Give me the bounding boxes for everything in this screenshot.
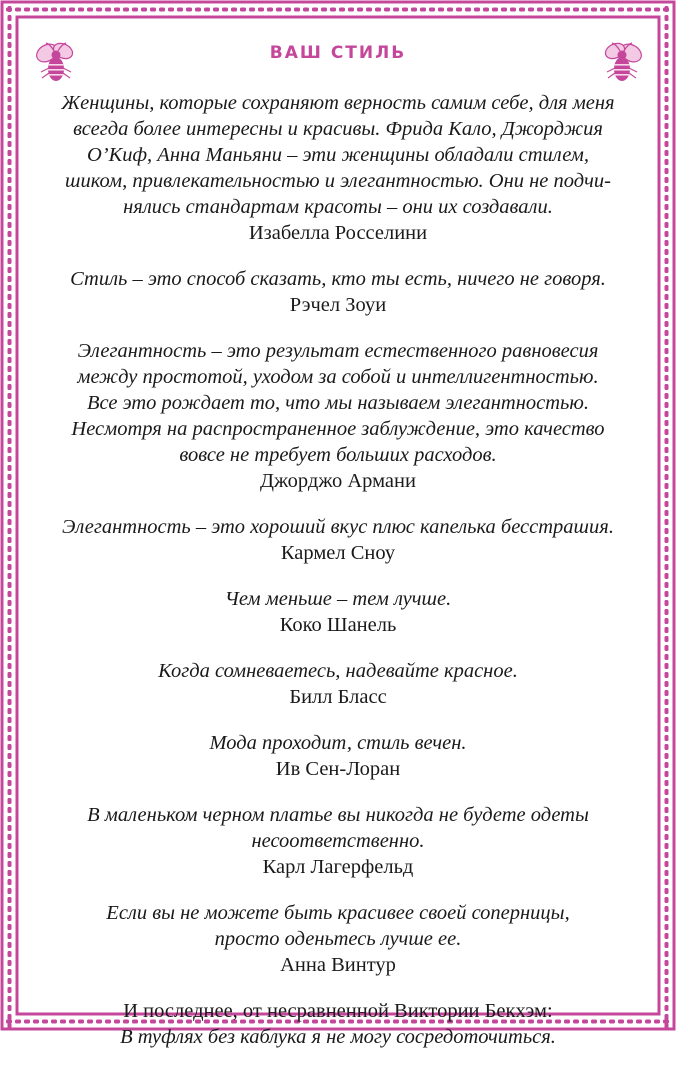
- quote-block: [40, 730, 636, 782]
- quote-text-line: Элегантность – это хороший вкус плюс капелька бесстрашия.: [62, 516, 614, 538]
- quote-block: [40, 586, 636, 638]
- quote-intro-line: И последнее, от несравненной Виктории Бекхэм:: [123, 1000, 553, 1022]
- quote-block: [40, 266, 636, 318]
- quote-block: [40, 900, 636, 978]
- quote-author-line: Коко Шанель: [279, 614, 397, 636]
- quote-author: [40, 952, 636, 978]
- quote-author-line: Билл Бласс: [289, 686, 387, 708]
- quote-text: [40, 730, 636, 756]
- quote-text-line: Все это рождает то, что мы называем элегантностью.: [87, 392, 589, 414]
- quote-intro: [40, 998, 636, 1024]
- quote-text-line: Чем меньше – тем лучше.: [224, 588, 452, 610]
- quotes-list: [40, 90, 636, 1070]
- quote-text-line: В туфлях без каблука я не могу сосредоточиться.: [120, 1026, 556, 1048]
- quote-text: [40, 514, 636, 540]
- quote-author: [40, 540, 636, 566]
- quote-text: [40, 266, 636, 292]
- quote-text-line: нялись стандартам красоты – они их создавали.: [123, 196, 553, 218]
- quote-author: [40, 220, 636, 246]
- quote-block: [40, 802, 636, 880]
- quote-author-line: Кармел Сноу: [280, 542, 396, 564]
- quote-text-line: между простотой, уходом за собой и интеллигентностью.: [77, 366, 599, 388]
- quote-block: [40, 658, 636, 710]
- quote-author-line: Анна Винтур: [280, 954, 396, 976]
- quote-text: [40, 900, 636, 952]
- quote-text: [40, 802, 636, 854]
- quote-text: [40, 658, 636, 684]
- quote-author-line: Изабелла Росселини: [248, 222, 428, 244]
- quote-text: [40, 1024, 636, 1050]
- quote-text-line: Несмотря на распространенное заблуждение, это качество: [71, 418, 605, 440]
- quote-text-line: просто оденьтесь лучше ее.: [214, 928, 462, 950]
- page-title: ВАШ СТИЛЬ: [269, 43, 407, 63]
- quote-text: [40, 586, 636, 612]
- quote-text: [40, 338, 636, 468]
- quote-text-line: Женщины, которые сохраняют верность самим себе, для меня: [61, 92, 615, 114]
- quote-text-line: всегда более интересны и красивы. Фрида Кало, Джорджия: [73, 118, 603, 140]
- quote-text-line: Мода проходит, стиль вечен.: [209, 732, 467, 754]
- quote-text-line: О’Киф, Анна Маньяни – эти женщины обладали стилем,: [87, 144, 589, 166]
- quote-author: [40, 684, 636, 710]
- quote-author-line: Карл Лагерфельд: [262, 856, 414, 878]
- quote-author: [40, 292, 636, 318]
- quote-author: [40, 854, 636, 880]
- quote-text-line: Когда сомневаетесь, надевайте красное.: [158, 660, 518, 682]
- quote-author-line: Ив Сен-Лоран: [275, 758, 401, 780]
- quote-block: [40, 90, 636, 246]
- quote-block: [40, 998, 636, 1050]
- quote-text-line: вовсе не требует больших расходов.: [179, 444, 497, 466]
- quote-block: [40, 514, 636, 566]
- quote-author: [40, 612, 636, 638]
- quote-author: [40, 468, 636, 494]
- quote-text-line: несоответственно.: [251, 830, 425, 852]
- quote-author-line: Рэчел Зоуи: [289, 294, 387, 316]
- quote-text-line: Если вы не можете быть красивее своей соперницы,: [106, 902, 570, 924]
- quote-author: [40, 756, 636, 782]
- quote-text-line: Стиль – это способ сказать, кто ты есть, ничего не говоря.: [70, 268, 606, 290]
- quote-text-line: В маленьком черном платье вы никогда не будете одеты: [87, 804, 589, 826]
- quote-block: [40, 338, 636, 494]
- quote-text: [40, 90, 636, 220]
- quote-text-line: шиком, привлекательностью и элегантностью. Они не подчи-: [65, 170, 611, 192]
- quote-author-line: Джорджо Армани: [260, 470, 416, 492]
- quote-text-line: Элегантность – это результат естественного равновесия: [77, 340, 599, 362]
